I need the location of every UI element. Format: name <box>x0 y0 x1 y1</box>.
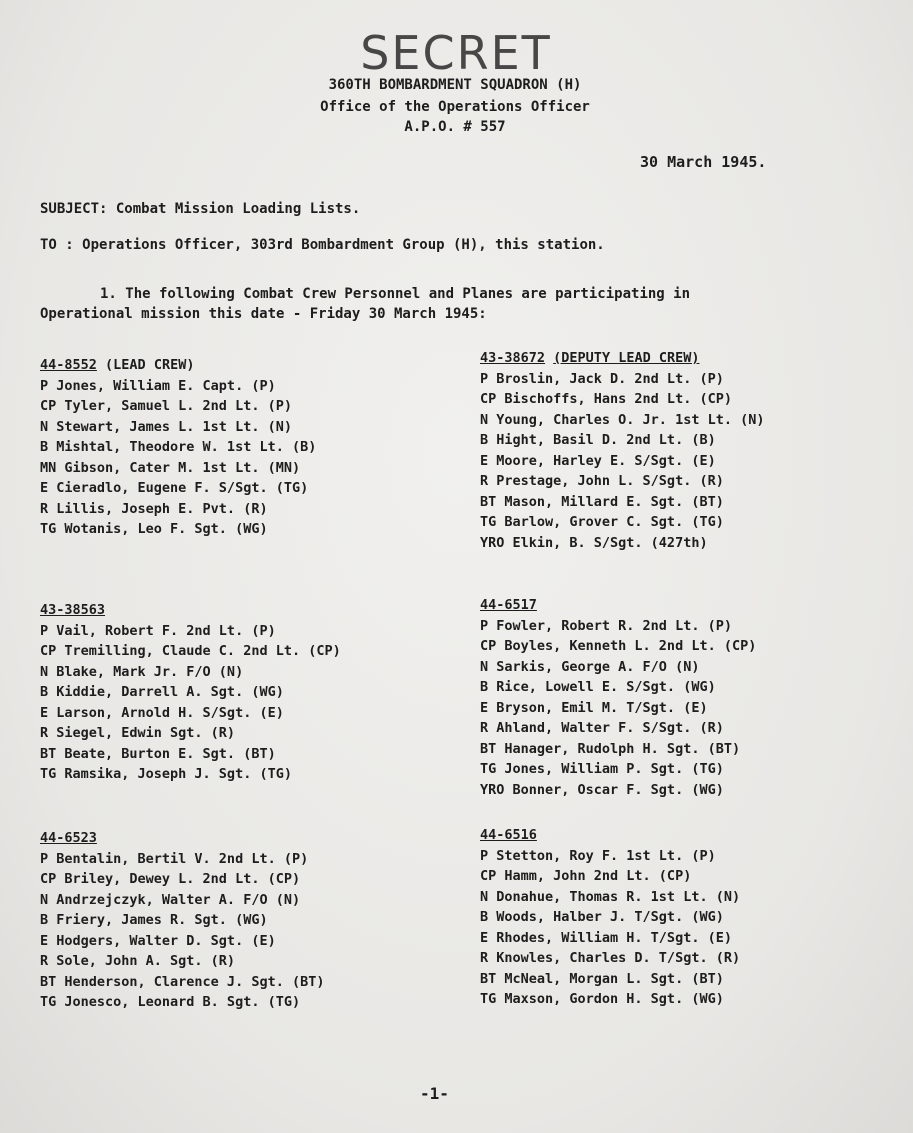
crew-member: P Bentalin, Bertil V. 2nd Lt. (P) <box>40 850 309 867</box>
crew-member: CP Tremilling, Claude C. 2nd Lt. (CP) <box>40 643 341 659</box>
crew-member: B Friery, James R. Sgt. (WG) <box>40 912 268 928</box>
paragraph-line-2: Operational mission this date - Friday 30 March 1945: <box>40 306 487 322</box>
crew-member: R Prestage, John L. S/Sgt. (R) <box>480 473 724 489</box>
crew-block <box>480 595 756 800</box>
crew-member: R Knowles, Charles D. T/Sgt. (R) <box>480 950 741 966</box>
crew-member: TG Barlow, Grover C. Sgt. (TG) <box>480 514 724 530</box>
crew-member: E Hodgers, Walter D. Sgt. (E) <box>40 932 276 949</box>
plane-number: 44-8552 <box>40 357 97 373</box>
crew-member: YRO Bonner, Oscar F. Sgt. (WG) <box>480 781 724 798</box>
crew-member: R Ahland, Walter F. S/Sgt. (R) <box>480 720 724 736</box>
crew-member: CP Bischoffs, Hans 2nd Lt. (CP) <box>480 391 732 407</box>
crew-member: BT Henderson, Clarence J. Sgt. (BT) <box>40 973 325 990</box>
crew-member: R Sole, John A. Sgt. (R) <box>40 953 236 969</box>
crew-member: R Siegel, Edwin Sgt. (R) <box>40 725 236 741</box>
plane-number: 44-6516 <box>480 827 537 843</box>
crew-member: E Bryson, Emil M. T/Sgt. (E) <box>480 699 708 716</box>
crew-member: B Mishtal, Theodore W. 1st Lt. (B) <box>40 439 317 455</box>
crew-member: BT McNeal, Morgan L. Sgt. (BT) <box>480 970 724 987</box>
crew-member: BT Mason, Millard E. Sgt. (BT) <box>480 493 724 510</box>
apo-number: A.P.O. # 557 <box>404 119 506 135</box>
crew-member: R Lillis, Joseph E. Pvt. (R) <box>40 500 268 517</box>
crew-member: P Fowler, Robert R. 2nd Lt. (P) <box>480 617 732 634</box>
crew-block <box>40 355 316 540</box>
crew-member: B Rice, Lowell E. S/Sgt. (WG) <box>480 679 716 695</box>
document-date: 30 March 1945. <box>640 153 767 171</box>
plane-number: 43-38672 <box>480 350 546 366</box>
unit-name: 360TH BOMBARDMENT SQUADRON (H) <box>328 77 582 93</box>
crew-member: CP Briley, Dewey L. 2nd Lt. (CP) <box>40 871 301 887</box>
crew-member: B Woods, Halber J. T/Sgt. (WG) <box>480 909 724 925</box>
crew-member: N Stewart, James L. 1st Lt. (N) <box>40 418 292 435</box>
crew-member: E Larson, Arnold H. S/Sgt. (E) <box>40 704 284 721</box>
crew-member: N Andrzejczyk, Walter A. F/O (N) <box>40 891 301 908</box>
crew-member: P Stetton, Roy F. 1st Lt. (P) <box>480 847 716 864</box>
to-line: TO : Operations Officer, 303rd Bombardment Group (H), this station. <box>40 237 605 253</box>
crew-member: TG Maxson, Gordon H. Sgt. (WG) <box>480 991 724 1007</box>
page-number: -1- <box>420 1084 449 1103</box>
crew-member: CP Hamm, John 2nd Lt. (CP) <box>480 868 692 884</box>
crew-member: E Moore, Harley E. S/Sgt. (E) <box>480 452 716 469</box>
crew-block <box>480 348 764 553</box>
crew-member: P Broslin, Jack D. 2nd Lt. (P) <box>480 370 724 387</box>
crew-member: P Vail, Robert F. 2nd Lt. (P) <box>40 622 276 639</box>
crew-member: E Rhodes, William H. T/Sgt. (E) <box>480 929 732 946</box>
crew-heading <box>480 825 740 846</box>
crew-member: CP Tyler, Samuel L. 2nd Lt. (P) <box>40 398 292 414</box>
crew-block <box>40 600 341 785</box>
crew-member: N Donahue, Thomas R. 1st Lt. (N) <box>480 888 741 905</box>
crew-member: TG Jones, William P. Sgt. (TG) <box>480 761 724 777</box>
crew-heading <box>40 355 316 376</box>
crew-heading <box>480 348 764 369</box>
subject-line: SUBJECT: Combat Mission Loading Lists. <box>40 201 361 217</box>
plane-number: 44-6523 <box>40 830 97 846</box>
crew-member: BT Hanager, Rudolph H. Sgt. (BT) <box>480 740 741 757</box>
paragraph-line-1: 1. The following Combat Crew Personnel and Planes are participating in <box>100 286 691 302</box>
crew-member: P Jones, William E. Capt. (P) <box>40 377 276 394</box>
crew-member: MN Gibson, Cater M. 1st Lt. (MN) <box>40 459 301 476</box>
crew-block <box>40 828 324 1013</box>
crew-member: BT Beate, Burton E. Sgt. (BT) <box>40 745 276 762</box>
crew-heading <box>40 600 341 621</box>
secret-stamp: SECRET <box>360 26 552 80</box>
office-name: Office of the Operations Officer <box>320 99 590 115</box>
crew-heading <box>480 595 756 616</box>
crew-member: YRO Elkin, B. S/Sgt. (427th) <box>480 534 708 551</box>
crew-member: CP Boyles, Kenneth L. 2nd Lt. (CP) <box>480 638 757 654</box>
crew-member: B Hight, Basil D. 2nd Lt. (B) <box>480 432 716 448</box>
crew-member: B Kiddie, Darrell A. Sgt. (WG) <box>40 684 284 700</box>
crew-member: N Sarkis, George A. F/O (N) <box>480 658 700 675</box>
crew-block <box>480 825 740 1010</box>
crew-heading <box>40 828 324 849</box>
crew-member: TG Jonesco, Leonard B. Sgt. (TG) <box>40 994 301 1010</box>
plane-number: 43-38563 <box>40 602 106 618</box>
crew-member: TG Wotanis, Leo F. Sgt. (WG) <box>40 521 268 537</box>
crew-note: (DEPUTY LEAD CREW) <box>553 350 700 366</box>
crew-member: N Young, Charles O. Jr. 1st Lt. (N) <box>480 411 765 428</box>
crew-member: TG Ramsika, Joseph J. Sgt. (TG) <box>40 766 292 782</box>
crew-member: N Blake, Mark Jr. F/O (N) <box>40 663 244 680</box>
crew-member: E Cieradlo, Eugene F. S/Sgt. (TG) <box>40 480 309 496</box>
crew-note: (LEAD CREW) <box>105 357 195 373</box>
plane-number: 44-6517 <box>480 597 537 613</box>
